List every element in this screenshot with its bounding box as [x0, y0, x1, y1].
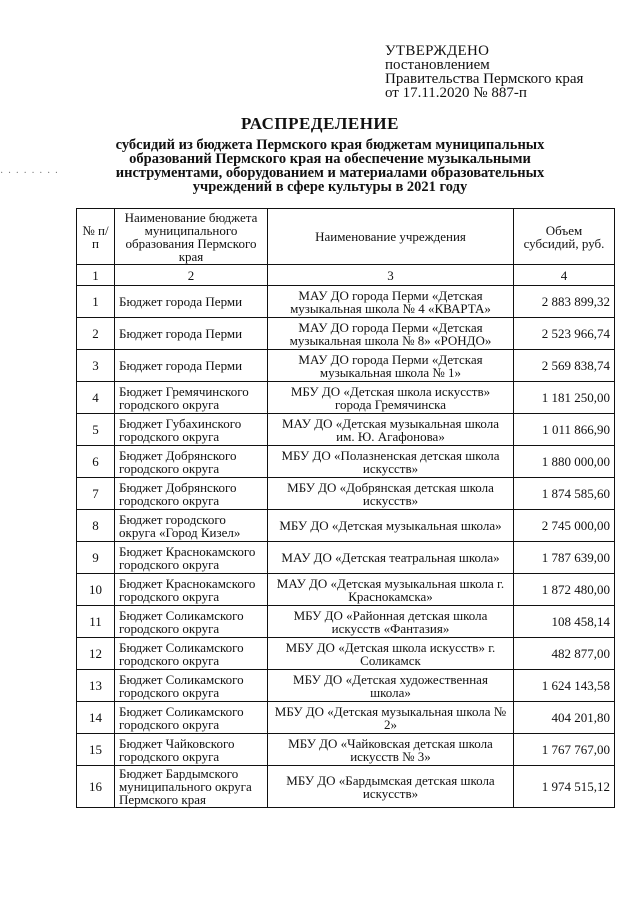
- subtitle-line-3: инструментами, оборудованием и материалами образовательных: [115, 165, 545, 181]
- row-institution: МАУ ДО «Детская музыкальная школа им. Ю. Агафонова»: [268, 414, 514, 446]
- row-budget: Бюджет городского округа «Город Кизел»: [115, 510, 268, 542]
- table-row: [77, 702, 615, 734]
- row-institution: МБУ ДО «Добрянская детская школа искусств»: [268, 478, 514, 510]
- row-num: 3: [77, 350, 115, 382]
- row-institution: МАУ ДО города Перми «Детская музыкальная школа № 4 «КВАРТА»: [268, 286, 514, 318]
- table-row: [77, 350, 615, 382]
- row-institution: МБУ ДО «Детская художественная школа»: [268, 670, 514, 702]
- row-amount: 404 201,80: [514, 702, 615, 734]
- subtitle-line-1: субсидий из бюджета Пермского края бюджетам муниципальных: [115, 137, 545, 153]
- row-institution: МАУ ДО «Детская музыкальная школа г. Краснокамска»: [268, 574, 514, 606]
- index-cell: 1: [77, 265, 115, 286]
- index-cell: 3: [268, 265, 514, 286]
- row-num: 1: [77, 286, 115, 318]
- row-num: 14: [77, 702, 115, 734]
- row-amount: 1 880 000,00: [514, 446, 615, 478]
- row-amount: 1 787 639,00: [514, 542, 615, 574]
- approval-stamp: [385, 44, 583, 100]
- row-num: 13: [77, 670, 115, 702]
- row-budget: Бюджет города Перми: [115, 350, 268, 382]
- header-num: № п/п: [77, 209, 115, 265]
- index-cell: 4: [514, 265, 615, 286]
- approval-line-2: постановлением: [385, 57, 490, 73]
- table-row: [77, 510, 615, 542]
- table-row: [77, 414, 615, 446]
- row-amount: 2 569 838,74: [514, 350, 615, 382]
- table-row: [77, 542, 615, 574]
- row-num: 7: [77, 478, 115, 510]
- table-row: [77, 382, 615, 414]
- row-amount: 1 011 866,90: [514, 414, 615, 446]
- row-amount: 108 458,14: [514, 606, 615, 638]
- row-budget: Бюджет Соликамского городского округа: [115, 606, 268, 638]
- table-index-row: [77, 265, 615, 286]
- document-subtitle: [90, 138, 570, 194]
- table-row: [77, 734, 615, 766]
- row-amount: 1 181 250,00: [514, 382, 615, 414]
- row-amount: 2 523 966,74: [514, 318, 615, 350]
- row-budget: Бюджет Бардымского муниципального округа Пермского края: [115, 766, 268, 808]
- row-budget: Бюджет Краснокамского городского округа: [115, 542, 268, 574]
- approval-line-1: УТВЕРЖДЕНО: [385, 43, 490, 59]
- table-row: [77, 478, 615, 510]
- subtitle-line-4: учреждений в сфере культуры в 2021 году: [192, 179, 468, 195]
- row-amount: 482 877,00: [514, 638, 615, 670]
- row-institution: МБУ ДО «Детская школа искусств» г. Соликамск: [268, 638, 514, 670]
- row-budget: Бюджет Добрянского городского округа: [115, 478, 268, 510]
- row-institution: МАУ ДО города Перми «Детская музыкальная школа № 1»: [268, 350, 514, 382]
- row-num: 6: [77, 446, 115, 478]
- index-cell: 2: [115, 265, 268, 286]
- table-header-row: [77, 209, 615, 265]
- header-budget: Наименование бюджета муниципального образования Пермского края: [115, 209, 268, 265]
- row-institution: МАУ ДО «Детская театральная школа»: [268, 542, 514, 574]
- row-amount: 1 767 767,00: [514, 734, 615, 766]
- row-num: 10: [77, 574, 115, 606]
- row-amount: 1 872 480,00: [514, 574, 615, 606]
- row-num: 2: [77, 318, 115, 350]
- header-amount: Объем субсидий, руб.: [514, 209, 615, 265]
- row-institution: МАУ ДО города Перми «Детская музыкальная школа № 8» «РОНДО»: [268, 318, 514, 350]
- row-budget: Бюджет Добрянского городского округа: [115, 446, 268, 478]
- table-row: [77, 286, 615, 318]
- row-budget: Бюджет Губахинского городского округа: [115, 414, 268, 446]
- row-budget: Бюджет Соликамского городского округа: [115, 670, 268, 702]
- row-institution: МБУ ДО «Детская музыкальная школа № 2»: [268, 702, 514, 734]
- row-num: 5: [77, 414, 115, 446]
- row-amount: 2 745 000,00: [514, 510, 615, 542]
- row-num: 12: [77, 638, 115, 670]
- row-budget: Бюджет Соликамского городского округа: [115, 702, 268, 734]
- table-row: [77, 638, 615, 670]
- row-amount: 1 874 585,60: [514, 478, 615, 510]
- row-amount: 1 624 143,58: [514, 670, 615, 702]
- row-num: 8: [77, 510, 115, 542]
- row-institution: МБУ ДО «Бардымская детская школа искусств»: [268, 766, 514, 808]
- row-amount: 1 974 515,12: [514, 766, 615, 808]
- row-budget: Бюджет Гремячинского городского округа: [115, 382, 268, 414]
- table-row: [77, 446, 615, 478]
- row-budget: Бюджет Соликамского городского округа: [115, 638, 268, 670]
- row-institution: МБУ ДО «Чайковская детская школа искусств № 3»: [268, 734, 514, 766]
- row-num: 4: [77, 382, 115, 414]
- subtitle-line-2: образований Пермского края на обеспечение музыкальными: [129, 151, 531, 167]
- row-budget: Бюджет Чайковского городского округа: [115, 734, 268, 766]
- table-row: [77, 574, 615, 606]
- approval-line-4: от 17.11.2020 № 887-п: [385, 85, 527, 101]
- table-row: [77, 670, 615, 702]
- row-institution: МБУ ДО «Детская музыкальная школа»: [268, 510, 514, 542]
- row-num: 9: [77, 542, 115, 574]
- document-title: РАСПРЕДЕЛЕНИЕ: [241, 114, 399, 133]
- row-institution: МБУ ДО «Полазненская детская школа искусств»: [268, 446, 514, 478]
- margin-dots: · · · · · · · ·: [0, 168, 60, 179]
- table-row: [77, 606, 615, 638]
- distribution-table: [76, 208, 615, 808]
- header-institution: Наименование учреждения: [268, 209, 514, 265]
- table-row: [77, 318, 615, 350]
- row-num: 11: [77, 606, 115, 638]
- approval-line-3: Правительства Пермского края: [385, 71, 584, 87]
- row-num: 15: [77, 734, 115, 766]
- row-budget: Бюджет города Перми: [115, 286, 268, 318]
- row-budget: Бюджет Краснокамского городского округа: [115, 574, 268, 606]
- row-institution: МБУ ДО «Районная детская школа искусств «Фантазия»: [268, 606, 514, 638]
- row-num: 16: [77, 766, 115, 808]
- row-institution: МБУ ДО «Детская школа искусств» города Гремячинска: [268, 382, 514, 414]
- row-amount: 2 883 899,32: [514, 286, 615, 318]
- table-row: [77, 766, 615, 808]
- row-budget: Бюджет города Перми: [115, 318, 268, 350]
